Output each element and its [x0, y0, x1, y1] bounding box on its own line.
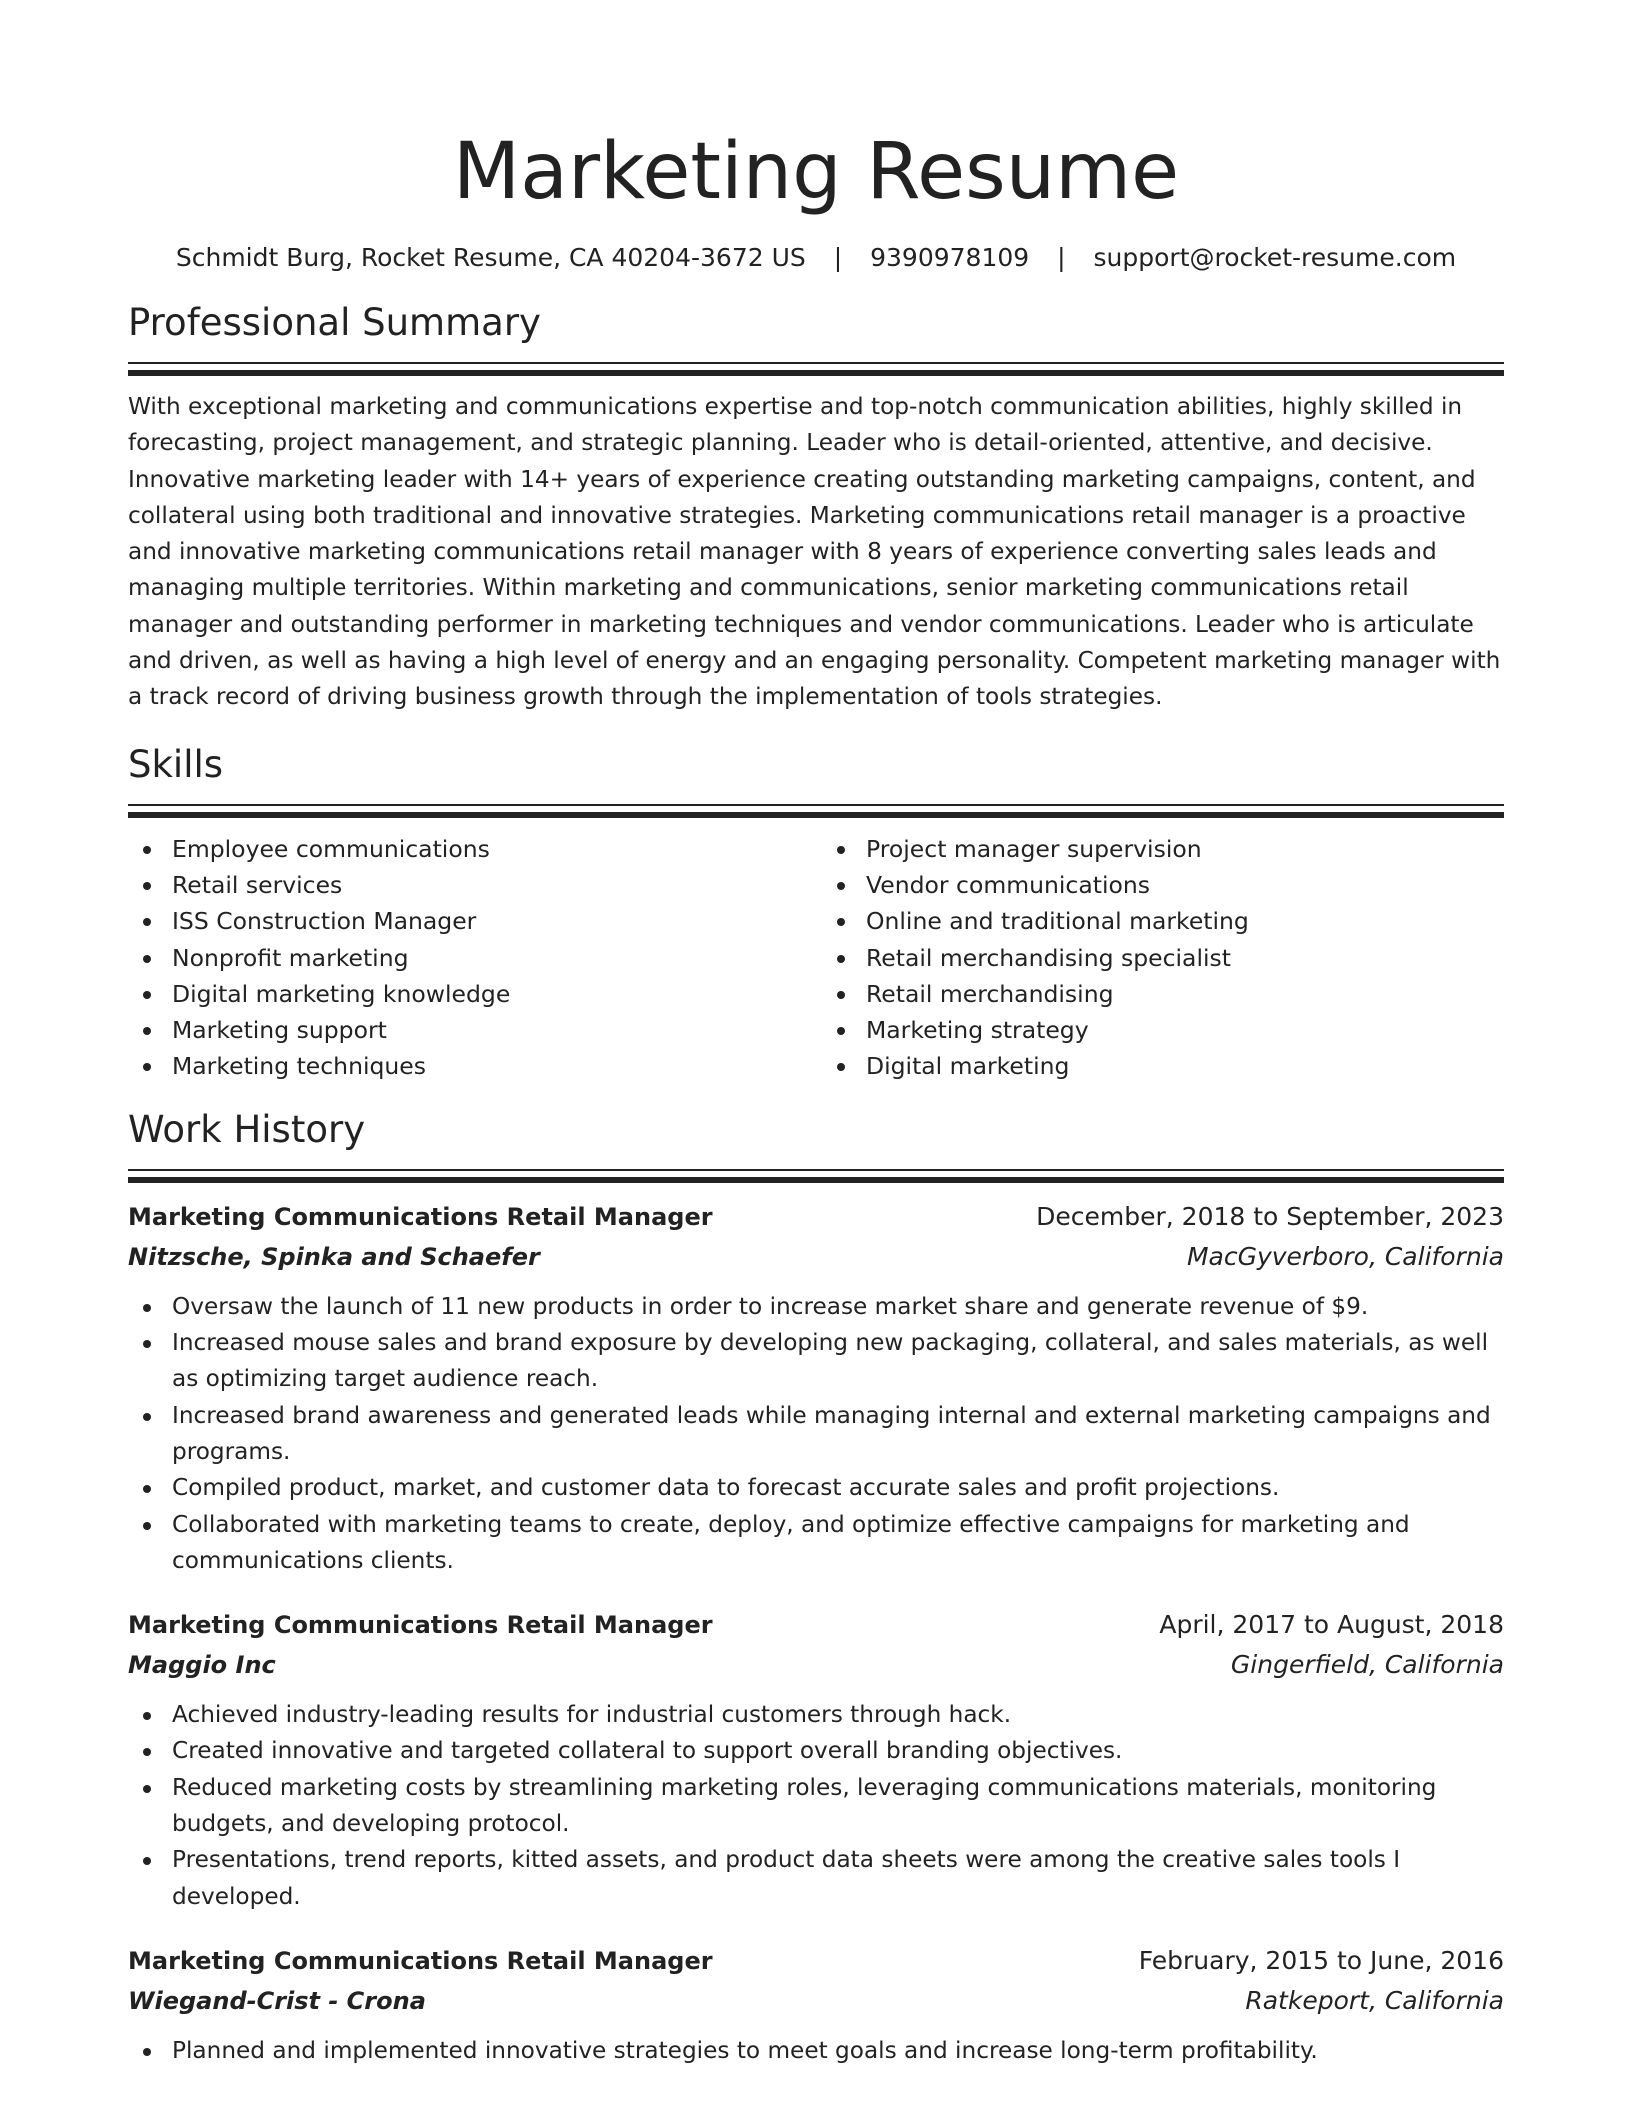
- job-title: Marketing Communications Retail Manager: [128, 1611, 713, 1640]
- job-bullets: [128, 2033, 1504, 2069]
- section-rule: [128, 362, 1504, 364]
- summary-section: [128, 298, 1504, 716]
- skill-item: Retail merchandising specialist: [816, 940, 1504, 976]
- section-title-summary: Professional Summary: [128, 301, 541, 344]
- job-header-row: [128, 1197, 1504, 1237]
- job-entry: [128, 1941, 1504, 2069]
- skills-right-list: [816, 831, 1504, 1085]
- job-dates: April, 2017 to August, 2018: [1159, 1610, 1504, 1640]
- job-company-row: [128, 1981, 1504, 2021]
- skill-item: Digital marketing knowledge: [128, 976, 816, 1012]
- job-bullet: Planned and implemented innovative strategies to meet goals and increase long-term profitability.: [128, 2033, 1504, 2069]
- contact-address: Schmidt Burg, Rocket Resume, CA 40204-3672 US: [175, 243, 806, 272]
- skills-left-list: [128, 831, 816, 1085]
- skill-item: Marketing techniques: [128, 1048, 816, 1084]
- resume-page: [128, 0, 1504, 2069]
- job-title: Marketing Communications Retail Manager: [128, 1946, 713, 1975]
- job-entry: [128, 1605, 1504, 1915]
- skill-item: ISS Construction Manager: [128, 903, 816, 939]
- contact-separator: |: [833, 243, 843, 272]
- contact-phone: 9390978109: [870, 243, 1030, 272]
- skill-item: Marketing strategy: [816, 1012, 1504, 1048]
- resume-name: Marketing Resume: [452, 127, 1180, 217]
- job-entry: [128, 1197, 1504, 1579]
- skill-item: Marketing support: [128, 1012, 816, 1048]
- job-bullet: Reduced marketing costs by streamlining marketing roles, leveraging communications materials, monitoring budgets, and developing protocol.: [128, 1770, 1504, 1843]
- skills-section: [128, 740, 1504, 1085]
- job-bullet: Achieved industry-leading results for industrial customers through hack.: [128, 1697, 1504, 1733]
- contact-line: [128, 238, 1504, 278]
- job-location: Gingerfield, California: [1230, 1650, 1504, 1680]
- skill-item: Nonprofit marketing: [128, 940, 816, 976]
- skill-item: Online and traditional marketing: [816, 903, 1504, 939]
- job-company-row: [128, 1645, 1504, 1685]
- section-title-work: Work History: [128, 1107, 366, 1151]
- job-header-row: [128, 1941, 1504, 1981]
- skill-item: Employee communications: [128, 831, 816, 867]
- section-rule: [128, 812, 1504, 818]
- job-bullet: Increased mouse sales and brand exposure by developing new packaging, collateral, and sales materials, as well as optimizing target audience reach.: [128, 1325, 1504, 1398]
- section-rule: [128, 1169, 1504, 1171]
- job-bullet: Created innovative and targeted collateral to support overall branding objectives.: [128, 1733, 1504, 1769]
- job-bullet: Collaborated with marketing teams to create, deploy, and optimize effective campaigns for marketing and communications clients.: [128, 1507, 1504, 1580]
- job-header-row: [128, 1605, 1504, 1645]
- contact-email: support@rocket-resume.com: [1093, 243, 1457, 272]
- job-bullets: [128, 1289, 1504, 1579]
- summary-text: With exceptional marketing and communications expertise and top-notch communication abilities, highly skilled in forecasting, project management, and strategic planning. Leader who is detail-oriented, attentive, and decisive. Innovative marketing leader with 14+ years of experience creating outstanding marketing campaigns, content, and collateral using both traditional and innovative strategies. Marketing communications retail manager is a proactive and innovative marketing communications retail manager with 8 years of experience converting sales leads and managing multiple territories. Within marketing and communications, senior marketing communications retail manager and outstanding performer in marketing techniques and vendor communications. Leader who is articulate and driven, as well as having a high level of energy and an engaging personality. Competent marketing manager with a track record of driving business growth through the implementation of tools strategies.: [128, 393, 1501, 711]
- job-company-row: [128, 1237, 1504, 1277]
- job-company: Wiegand-Crist - Crona: [128, 1986, 426, 2015]
- job-dates: February, 2015 to June, 2016: [1138, 1945, 1504, 1975]
- skills-columns: [128, 831, 1504, 1085]
- job-company: Nitzsche, Spinka and Schaefer: [128, 1242, 540, 1271]
- job-location: MacGyverboro, California: [1186, 1241, 1504, 1271]
- job-bullet: Increased brand awareness and generated leads while managing internal and external marketing campaigns and programs.: [128, 1398, 1504, 1471]
- job-location: Ratkeport, California: [1245, 1985, 1504, 2015]
- job-dates: December, 2018 to September, 2023: [1036, 1201, 1504, 1231]
- job-bullet: Presentations, trend reports, kitted assets, and product data sheets were among the creative sales tools I developed.: [128, 1842, 1504, 1915]
- job-title: Marketing Communications Retail Manager: [128, 1202, 713, 1231]
- contact-separator: |: [1057, 243, 1066, 272]
- skill-item: Retail services: [128, 867, 816, 903]
- skill-item: Retail merchandising: [816, 976, 1504, 1012]
- skill-item: Project manager supervision: [816, 831, 1504, 867]
- job-bullets: [128, 1697, 1504, 1915]
- section-rule: [128, 804, 1504, 806]
- section-rule: [128, 1177, 1504, 1183]
- work-section: [128, 1105, 1504, 2069]
- job-bullet: Oversaw the launch of 11 new products in order to increase market share and generate revenue of $9.: [128, 1289, 1504, 1325]
- job-bullet: Compiled product, market, and customer data to forecast accurate sales and profit projections.: [128, 1470, 1504, 1506]
- skill-item: Digital marketing: [816, 1048, 1504, 1084]
- section-rule: [128, 370, 1504, 376]
- job-company: Maggio Inc: [128, 1651, 276, 1680]
- section-title-skills: Skills: [128, 742, 224, 786]
- skill-item: Vendor communications: [816, 867, 1504, 903]
